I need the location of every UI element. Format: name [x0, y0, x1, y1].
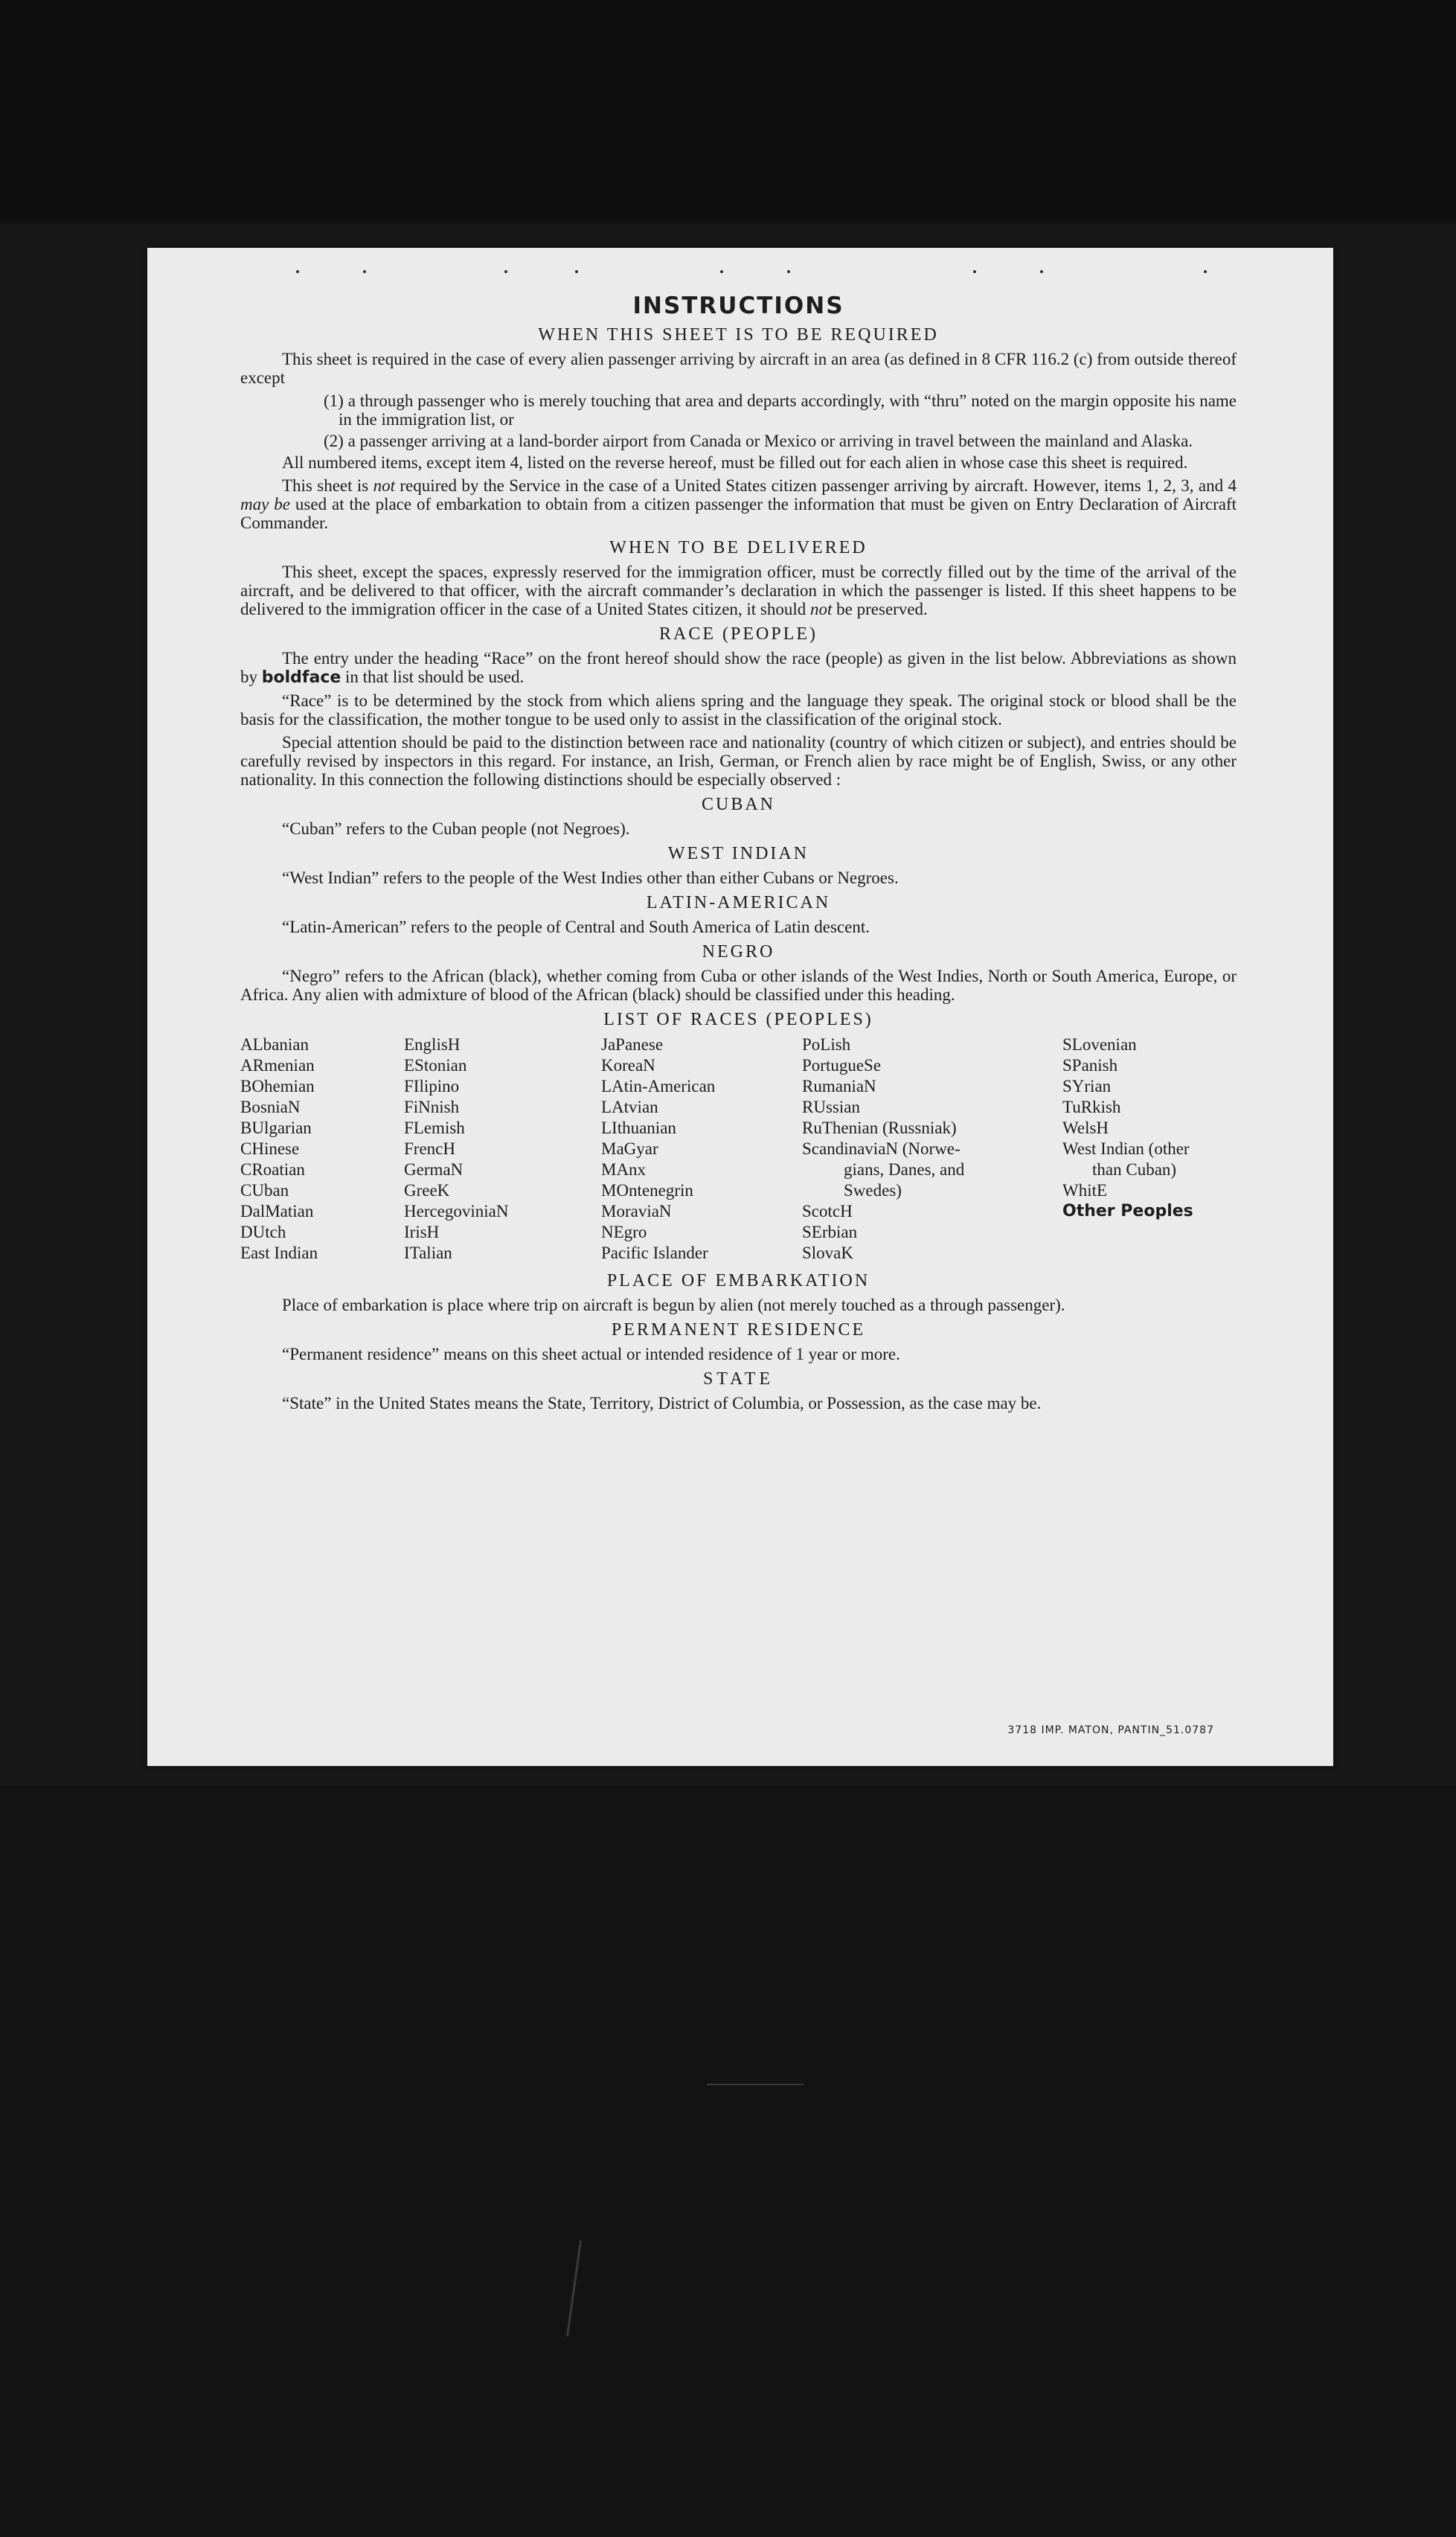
heading-when-delivered: WHEN TO BE DELIVERED: [609, 538, 867, 557]
race-entry: WelsH: [1062, 1119, 1109, 1137]
race-entry: MaGyar: [601, 1139, 658, 1158]
race-entry: NEgro: [601, 1223, 647, 1241]
race-entry: DUtch: [240, 1223, 286, 1241]
heading-when-required: WHEN THIS SHEET IS TO BE REQUIRED: [538, 325, 939, 345]
race-entry: ARmenian: [240, 1056, 315, 1075]
race-entry: RumaniaN: [802, 1077, 876, 1095]
race-entry: DalMatian: [240, 1202, 314, 1220]
race-entry: MAnx: [601, 1160, 647, 1179]
race-entry: Pacific Islander: [601, 1244, 708, 1262]
printer-mark: 3718 IMP. MATON, PANTIN_51.0787: [1007, 1724, 1214, 1736]
race-entry: EStonian: [404, 1056, 467, 1075]
numbered-items-paragraph: All numbered items, except item 4, listed on the reverse hereof, must be filled out for each alien in whose case this sheet is required.: [282, 453, 1188, 472]
heading-cuban: CUBAN: [701, 795, 775, 814]
race-entry: SErbian: [802, 1223, 858, 1241]
race-entry-continued: gians, Danes, and: [844, 1160, 965, 1179]
cuban-definition: “Cuban” refers to the Cuban people (not Negroes).: [282, 819, 630, 838]
heading-negro: NEGRO: [702, 942, 775, 962]
race-entry: LIthuanian: [601, 1119, 676, 1137]
race-entry: BOhemian: [240, 1077, 315, 1095]
race-entry: FrencH: [404, 1139, 455, 1158]
race-paragraph-2: “Race” is to be determined by the stock from which aliens spring and the language they speak. The original stock or blood shall be the basis for the classification, the mother tongue to be used only to assist in the classification of the original stock.: [240, 691, 1237, 729]
race-entry: PortugueSe: [802, 1056, 882, 1075]
race-entry: SPanish: [1062, 1056, 1118, 1075]
race-entry-other-peoples: Other Peoples: [1062, 1202, 1193, 1220]
citizen-paragraph: This sheet is not required by the Service in the case of a United States citizen passenger arriving by aircraft. However, items 1, 2, 3, and 4 may be used at the place of embarkation to obtain from a citizen passenger the information that must be given on Entry Declaration of Aircraft Commander.: [240, 476, 1237, 532]
latin-american-definition: “Latin-American” refers to the people of Central and South America of Latin descent.: [282, 918, 870, 936]
race-entry-continued: than Cuban): [1092, 1160, 1177, 1179]
instruction-sheet: [147, 248, 1333, 1766]
race-entry: ScotcH: [802, 1202, 853, 1220]
race-entry: RuThenian (Russniak): [802, 1119, 957, 1137]
residence-definition: “Permanent residence” means on this sheet actual or intended residence of 1 year or more.: [282, 1345, 900, 1363]
race-entry: JaPanese: [601, 1035, 664, 1054]
race-column-2: [404, 1034, 601, 1264]
race-entry: FiNnish: [404, 1098, 460, 1116]
page-title: INSTRUCTIONS: [632, 292, 844, 319]
race-entry-continued: Swedes): [844, 1181, 902, 1200]
heading-latin-american: LATIN-AMERICAN: [646, 893, 831, 912]
west-indian-definition: “West Indian” refers to the people of the West Indies other than either Cubans or Negroes.: [282, 868, 899, 887]
race-column-5: [1062, 1034, 1234, 1264]
race-entry: SLovenian: [1062, 1035, 1137, 1054]
race-entry: ALbanian: [240, 1035, 309, 1054]
embarkation-definition: Place of embarkation is place where trip on aircraft is begun by alien (not merely touched as a through passenger).: [282, 1296, 1065, 1314]
race-entry: SlovaK: [802, 1244, 853, 1262]
race-entry: BosniaN: [240, 1098, 301, 1116]
race-column-1: [240, 1034, 404, 1264]
race-entry: KoreaN: [601, 1056, 655, 1075]
heading-race: RACE (PEOPLE): [659, 624, 818, 644]
race-entry: ITalian: [404, 1244, 452, 1262]
heading-permanent-residence: PERMANENT RESIDENCE: [611, 1320, 866, 1340]
race-entry: LAtin-American: [601, 1077, 716, 1095]
race-entry: LAtvian: [601, 1098, 658, 1116]
race-column-3: [601, 1034, 802, 1264]
intro-paragraph: This sheet is required in the case of every alien passenger arriving by aircraft in an area (as defined in 8 CFR 116.2 (c) from outside thereof except: [240, 350, 1237, 387]
paper-specks: [147, 270, 1333, 285]
heading-embarkation: PLACE OF EMBARKATION: [606, 1271, 870, 1290]
race-entry: RUssian: [802, 1098, 860, 1116]
race-list: [240, 1034, 1237, 1264]
heading-west-indian: WEST INDIAN: [667, 844, 809, 863]
race-entry: IrisH: [404, 1223, 440, 1241]
race-entry: CHinese: [240, 1139, 300, 1158]
race-entry: GreeK: [404, 1181, 450, 1200]
film-border-top: [0, 0, 1456, 223]
race-entry: EnglisH: [404, 1035, 461, 1054]
race-entry: MoraviaN: [601, 1202, 672, 1220]
race-entry: CUban: [240, 1181, 289, 1200]
race-entry: FLemish: [404, 1119, 465, 1137]
film-border-bottom: [0, 1786, 1456, 2537]
race-entry: PoLish: [802, 1035, 851, 1054]
race-entry: ScandinaviaN (Norwe-: [802, 1139, 960, 1158]
race-entry: SYrian: [1062, 1077, 1112, 1095]
heading-list-of-races: LIST OF RACES (PEOPLES): [603, 1010, 873, 1029]
race-paragraph-3: Special attention should be paid to the distinction between race and nationality (country of which citizen or subject), and entries should be carefully revised by inspectors in this regard. For instance, an Irish, German, or French alien by race might be of English, Swiss, or any other nationality. In this connection the following distinctions should be especially observed :: [240, 733, 1237, 789]
race-paragraph-1: The entry under the heading “Race” on the front hereof should show the race (people) as given in the list below. Abbreviations as shown by boldface in that list should be used.: [240, 649, 1237, 687]
race-entry: FIlipino: [404, 1077, 460, 1095]
film-scratch: [707, 2084, 804, 2085]
race-entry: HercegoviniaN: [404, 1202, 509, 1220]
race-entry: East Indian: [240, 1244, 318, 1262]
race-entry: WhitE: [1062, 1181, 1108, 1200]
race-entry: MOntenegrin: [601, 1181, 693, 1200]
exception-item-2: (2) a passenger arriving at a land-border airport from Canada or Mexico or arriving in travel between the mainland and Alaska.: [324, 432, 1193, 450]
race-entry: TuRkish: [1062, 1098, 1121, 1116]
heading-state: STATE: [702, 1369, 774, 1389]
negro-definition: “Negro” refers to the African (black), whether coming from Cuba or other islands of the West Indies, North or South America, Europe, or Africa. Any alien with admixture of blood of the African (black) should be classified under this heading.: [240, 967, 1237, 1004]
race-entry: CRoatian: [240, 1160, 305, 1179]
race-entry: BUlgarian: [240, 1119, 312, 1137]
race-entry: West Indian (other: [1062, 1139, 1190, 1158]
state-definition: “State” in the United States means the State, Territory, District of Columbia, or Possession, as the case may be.: [282, 1394, 1042, 1413]
race-column-4: [802, 1034, 1062, 1264]
delivery-paragraph: This sheet, except the spaces, expressly reserved for the immigration officer, must be correctly filled out by the time of the arrival of the aircraft, and be delivered to that officer, with the aircraft commander’s declaration in which the passenger is listed. If this sheet happens to be delivered to the immigration officer in the case of a United States citizen, it should not be preserved.: [240, 563, 1237, 618]
race-entry: GermaN: [404, 1160, 464, 1179]
exception-item-1: (1) a through passenger who is merely touching that area and departs accordingly, with “thru” noted on the margin opposite his name in the immigration list, or: [324, 391, 1237, 429]
